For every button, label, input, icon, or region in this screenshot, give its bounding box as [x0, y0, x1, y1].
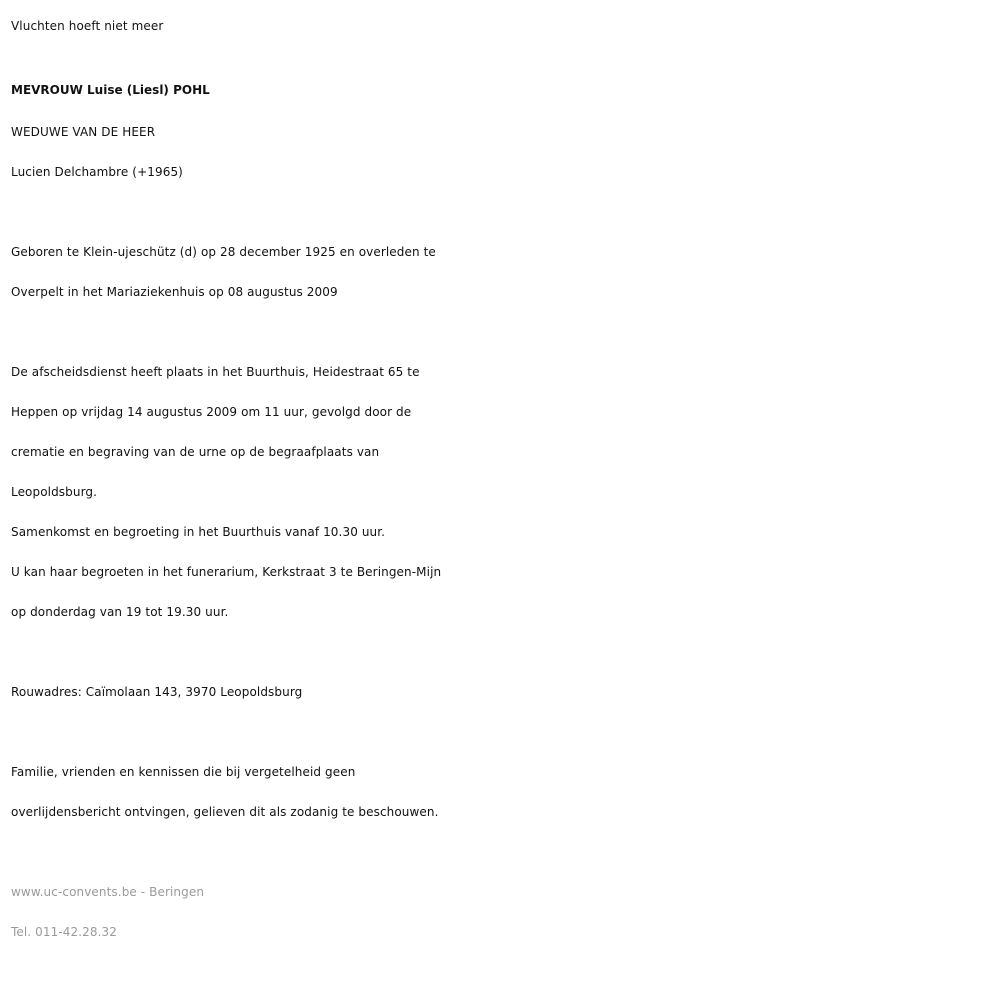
phone-text: Tel. 011-42.28.32 [11, 925, 118, 939]
ceremony-line: crematie en begraving van de urne op de begraafplaats van [11, 445, 380, 459]
spacer [11, 632, 991, 672]
ceremony-line: U kan haar begroeten in het funerarium, Kerkstraat 3 te Beringen-Mijn [11, 565, 442, 579]
spacer [11, 712, 991, 752]
mourning-address: Rouwadres: Caïmolaan 143, 3970 Leopoldsburg [11, 685, 303, 699]
birth-death-line: Geboren te Klein-ujeschütz (d) op 28 december 1925 en overleden te [11, 245, 436, 259]
birth-death-line: Overpelt in het Mariaziekenhuis op 08 augustus 2009 [11, 285, 338, 299]
ceremony-line: De afscheidsdienst heeft plaats in het Buurthuis, Heidestraat 65 te [11, 365, 420, 379]
spacer [11, 312, 991, 352]
spouse-name: Lucien Delchambre (+1965) [11, 165, 183, 179]
ceremony-line: Heppen op vrijdag 14 augustus 2009 om 11 uur, gevolgd door de [11, 405, 412, 419]
website-text: www.uc-convents.be - Beringen [11, 885, 205, 899]
spacer [11, 832, 991, 872]
death-notice [11, 0, 991, 952]
spouse-title: WEDUWE VAN DE HEER [11, 125, 156, 139]
ceremony-line: Samenkomst en begroeting in het Buurthuis vanaf 10.30 uur. [11, 525, 386, 539]
closing-line: overlijdensbericht ontvingen, gelieven dit als zodanig te beschouwen. [11, 805, 439, 819]
ceremony-line: op donderdag van 19 tot 19.30 uur. [11, 605, 229, 619]
deceased-name: MEVROUW Luise (Liesl) POHL [11, 83, 210, 97]
intro-text: Vluchten hoeft niet meer [11, 19, 164, 33]
ceremony-line: Leopoldsburg. [11, 485, 98, 499]
spacer [11, 192, 991, 232]
funeral-home-footer [11, 872, 991, 952]
closing-line: Familie, vrienden en kennissen die bij vergetelheid geen [11, 765, 356, 779]
